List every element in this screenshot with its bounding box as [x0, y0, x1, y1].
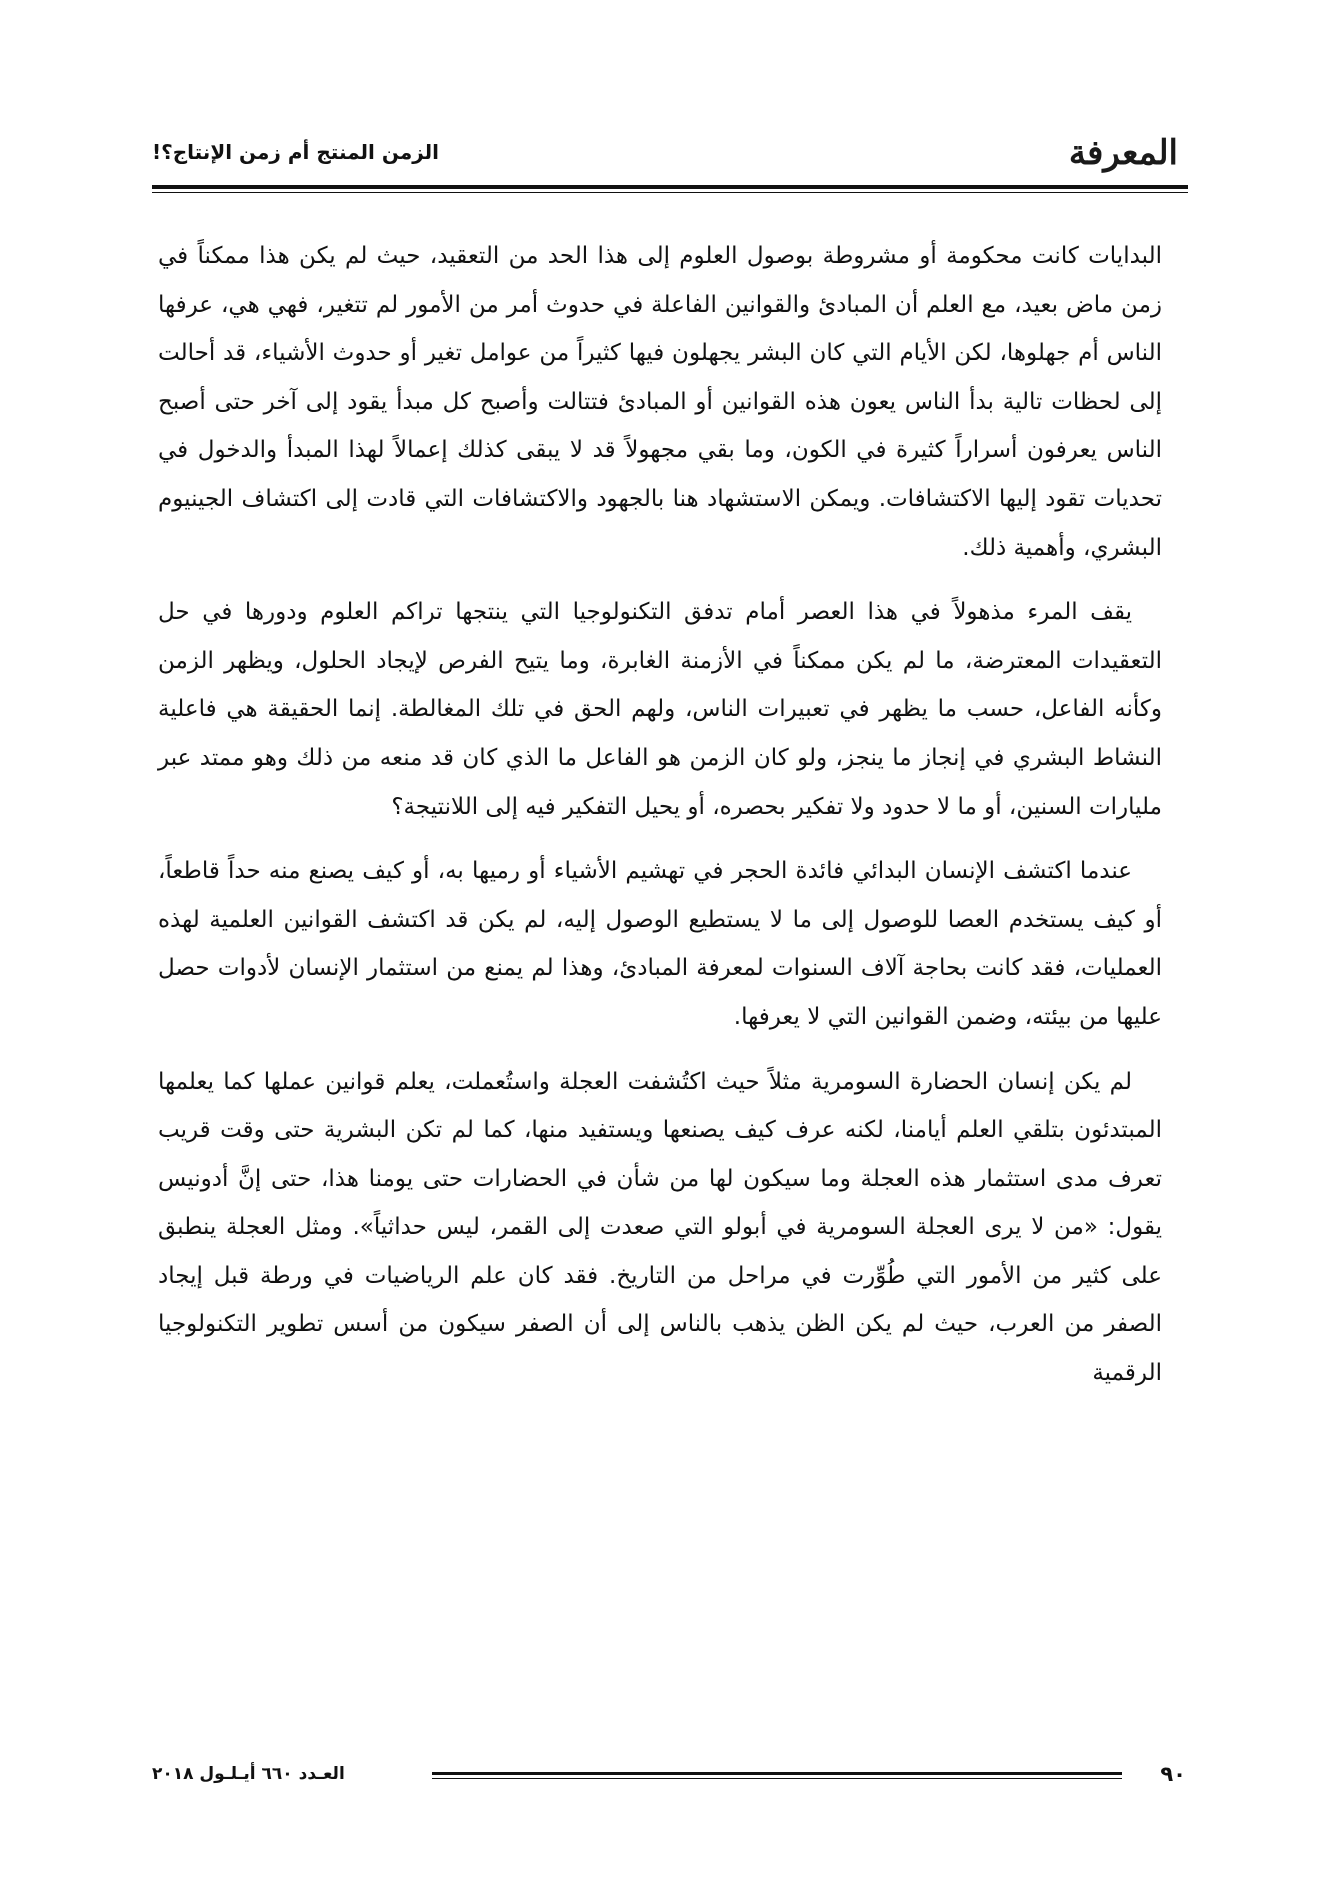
- issue-info: العـدد ٦٦٠ أيـلـول ٢٠١٨: [152, 1764, 345, 1784]
- footer-rule-thick: [432, 1772, 1122, 1775]
- paragraph-3: عندما اكتشف الإنسان البدائي فائدة الحجر في تهشيم الأشياء أو رميها به، أو كيف يصنع منه حداً قاطعاً، أو كيف يستخدم العصا للوصول إلى ما لا يستطيع الوصول إليه، لم يكن قد اكتشف القوانين العلمية لهذه العمليات، فقد كانت بحاجة آلاف السنوات لمعرفة المبادئ، وهذا لم يمنع من استثمار الإنسان لأدوات حصل عليها من بيئته، وضمن القوانين التي لا يعرفها.: [158, 858, 1162, 1030]
- header-rule-thick: [152, 185, 1188, 189]
- header-rule-thin: [152, 192, 1188, 193]
- running-title: الزمن المنتج أم زمن الإنتاج؟!: [152, 140, 440, 164]
- page-number: ٩٠: [1160, 1762, 1186, 1786]
- article-body: [158, 232, 1162, 1414]
- paragraph-2: يقف المرء مذهولاً في هذا العصر أمام تدفق التكنولوجيا التي ينتجها تراكم العلوم ودورها في حل التعقيدات المعترضة، ما لم يكن ممكناً في الأزمنة الغابرة، وما يتيح الفرص لإيجاد الحلول، ويظهر الزمن وكأنه الفاعل، حسب ما يظهر في تعبيرات الناس، ولهم الحق في تلك المغالطة. إنما الحقيقة هي فاعلية النشاط البشري في إنجاز ما ينجز، ولو كان الزمن هو الفاعل ما الذي كان قد منعه من ذلك وهو ممتد عبر مليارات السنين، أو ما لا حدود ولا تفكير بحصره، أو يحيل التفكير فيه إلى اللانتيجة؟: [158, 599, 1162, 820]
- magazine-logo: المعرفة: [1068, 133, 1178, 173]
- paragraph-1: البدايات كانت محكومة أو مشروطة بوصول العلوم إلى هذا الحد من التعقيد، حيث لم يكن هذا ممكناً في زمن ماض بعيد، مع العلم أن المبادئ والقوانين الفاعلة في حدوث أمر من الأمور لم تتغير، فهي هي، عرفها الناس أم جهلوها، لكن الأيام التي كان البشر يجهلون فيها كثيراً من عوامل تغير أو حدوث الأشياء، قد أحالت إلى لحظات تالية بدأ الناس يعون هذه القوانين أو المبادئ فتتالت وأصبح كل مبدأ يقود إلى آخر حتى أصبح الناس يعرفون أسراراً كثيرة في الكون، وما بقي مجهولاً قد لا يبقى كذلك إعمالاً لهذا المبدأ والدخول في تحديات تقود إليها الاكتشافات. ويمكن الاستشهاد هنا بالجهود والاكتشافات التي قادت إلى اكتشاف الجينيوم البشري، وأهمية ذلك.: [158, 243, 1162, 561]
- footer-rule-thin: [432, 1778, 1122, 1779]
- paragraph-4: لم يكن إنسان الحضارة السومرية مثلاً حيث اكتُشفت العجلة واستُعملت، يعلم قوانين عملها كما يعلمها المبتدئون بتلقي العلم أيامنا، لكنه عرف كيف يصنعها ويستفيد منها، كما لم تكن البشرية حتى وقت قريب تعرف مدى استثمار هذه العجلة وما سيكون لها من شأن في الحضارات حتى يومنا هذا، حتى إنَّ أدونيس يقول: «من لا يرى العجلة السومرية في أبولو التي صعدت إلى القمر، ليس حداثياً». ومثل العجلة ينطبق على كثير من الأمور التي طُوِّرت في مراحل من التاريخ. فقد كان علم الرياضيات في ورطة قبل إيجاد الصفر من العرب، حيث لم يكن الظن يذهب بالناس إلى أن الصفر سيكون من أسس تطوير التكنولوجيا الرقمية: [158, 1068, 1162, 1387]
